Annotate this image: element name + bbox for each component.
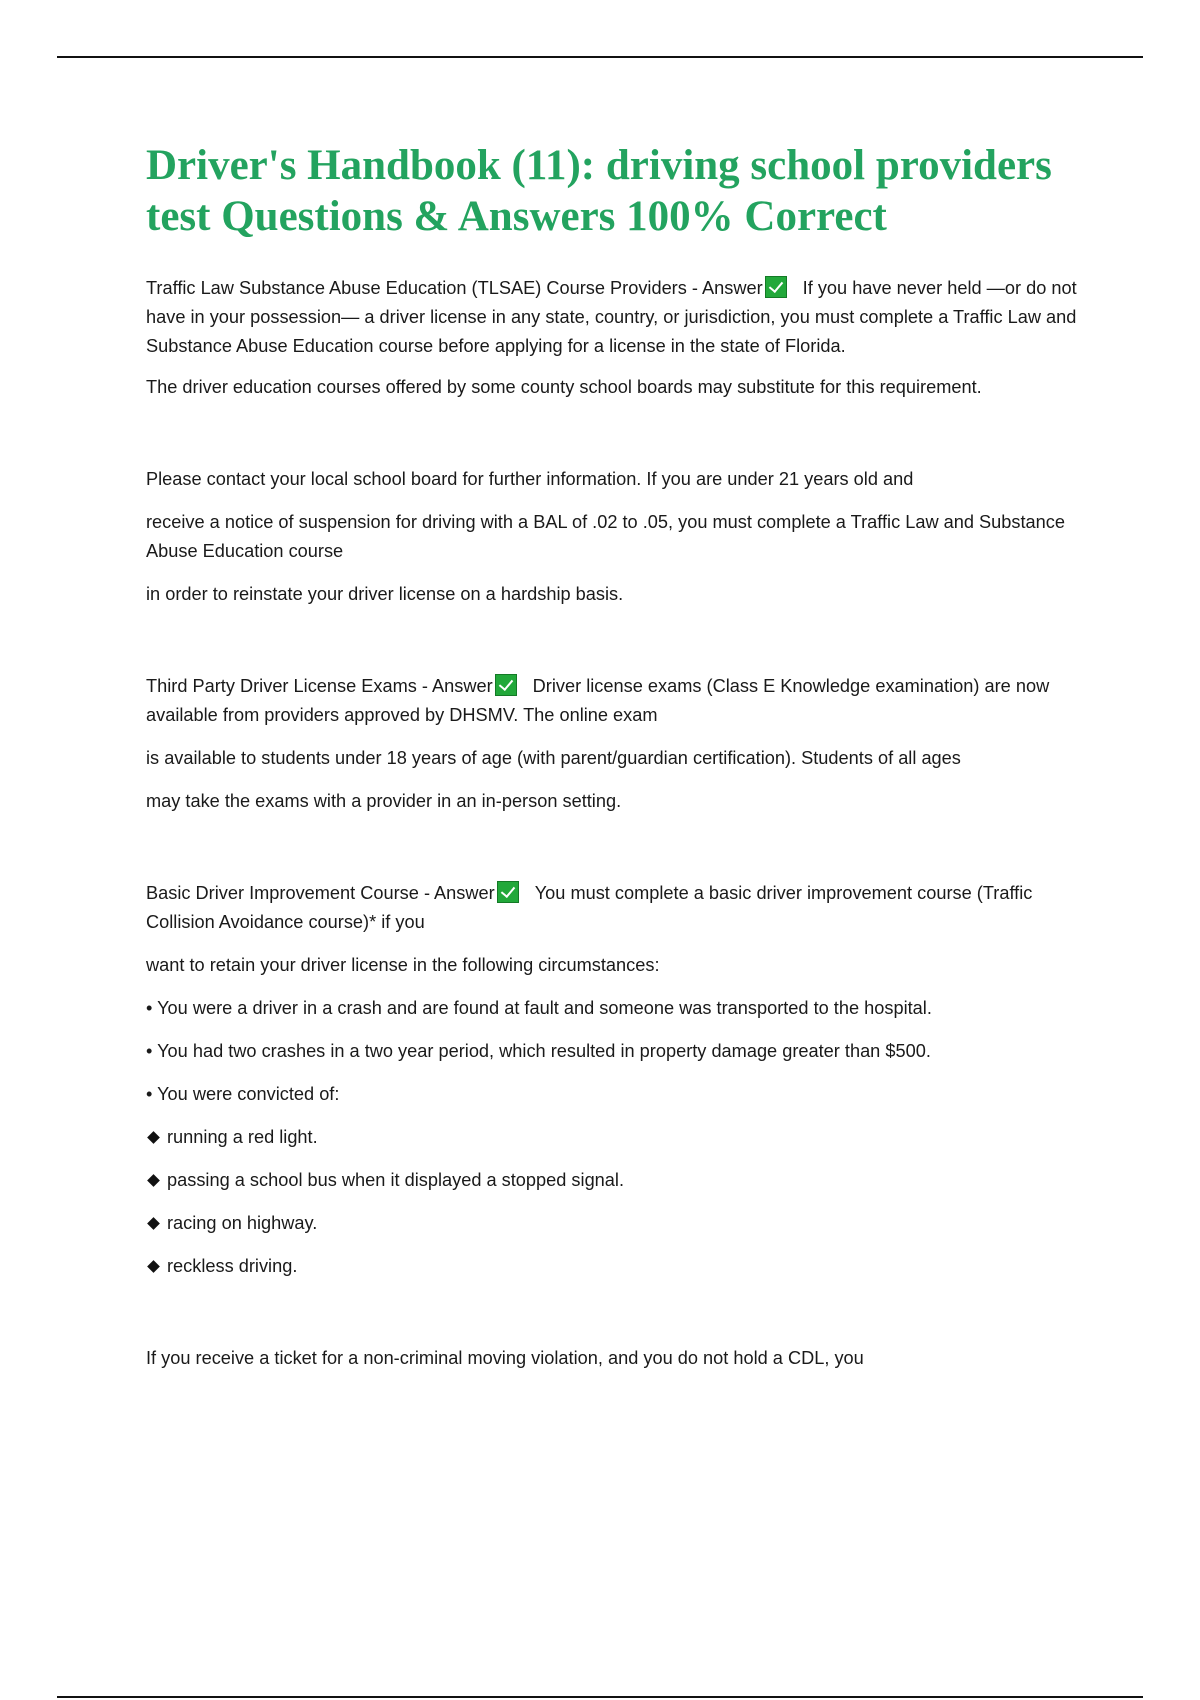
document-title: Driver's Handbook (11): driving school providers test Questions & Answers 100% Correct <box>146 142 1052 240</box>
qa-entry-basic-driver-improvement <box>146 879 1086 937</box>
question-label: Basic Driver Improvement Course - Answer <box>146 883 495 903</box>
sub-bullet-text: reckless driving. <box>167 1256 298 1276</box>
bottom-rule <box>57 1696 1143 1698</box>
qa-entry-third-party-exams <box>146 672 1086 730</box>
bullet-item: • You were convicted of: <box>146 1084 340 1104</box>
diamond-bullet-icon <box>147 1260 160 1273</box>
bullet-item: • You were a driver in a crash and are found at fault and someone was transported to the hospital. <box>146 998 932 1018</box>
bullet-item: • You had two crashes in a two year period, which resulted in property damage greater than $500. <box>146 1041 931 1061</box>
qa-entry-tlsae <box>146 274 1086 361</box>
sub-bullet-item <box>146 1123 1086 1152</box>
sub-bullet-item <box>146 1209 1086 1238</box>
paragraph: receive a notice of suspension for driving with a BAL of .02 to .05, you must complete a Traffic Law and Substance Abuse Education course <box>146 512 1065 561</box>
diamond-bullet-icon <box>147 1217 160 1230</box>
question-label: Third Party Driver License Exams - Answer <box>146 676 493 696</box>
paragraph: If you receive a ticket for a non-criminal moving violation, and you do not hold a CDL, you <box>146 1348 864 1368</box>
paragraph: Please contact your local school board for further information. If you are under 21 years old and <box>146 469 914 489</box>
diamond-bullet-icon <box>147 1131 160 1144</box>
answer-text: If you have never held —or do not have in your possession— a driver license in any state, country, or jurisdiction, you must complete a Traffic Law and Substance Abuse Education course before applying for a license in the state of Florida. <box>146 278 1077 356</box>
paragraph: is available to students under 18 years of age (with parent/guardian certification). Students of all ages <box>146 748 961 768</box>
sub-bullet-text: passing a school bus when it displayed a stopped signal. <box>167 1170 625 1190</box>
paragraph: want to retain your driver license in the following circumstances: <box>146 955 660 975</box>
answer-text: You must complete a basic driver improvement course (Traffic Collision Avoidance course)* if you <box>146 883 1033 932</box>
sub-bullet-item <box>146 1252 1086 1281</box>
paragraph: The driver education courses offered by some county school boards may substitute for this requirement. <box>146 377 982 397</box>
sub-bullet-text: running a red light. <box>167 1127 318 1147</box>
sub-bullet-item <box>146 1166 1086 1195</box>
check-mark-icon <box>495 674 517 696</box>
answer-text: Driver license exams (Class E Knowledge examination) are now available from providers approved by DHSMV. The online exam <box>146 676 1050 725</box>
check-mark-icon <box>765 276 787 298</box>
sub-bullet-text: racing on highway. <box>167 1213 318 1233</box>
check-mark-icon <box>497 881 519 903</box>
paragraph: in order to reinstate your driver license on a hardship basis. <box>146 584 624 604</box>
diamond-bullet-icon <box>147 1174 160 1187</box>
question-label: Traffic Law Substance Abuse Education (TLSAE) Course Providers - Answer <box>146 278 763 298</box>
document-body <box>146 140 1086 1373</box>
top-rule <box>57 56 1143 58</box>
paragraph: may take the exams with a provider in an in-person setting. <box>146 791 622 811</box>
